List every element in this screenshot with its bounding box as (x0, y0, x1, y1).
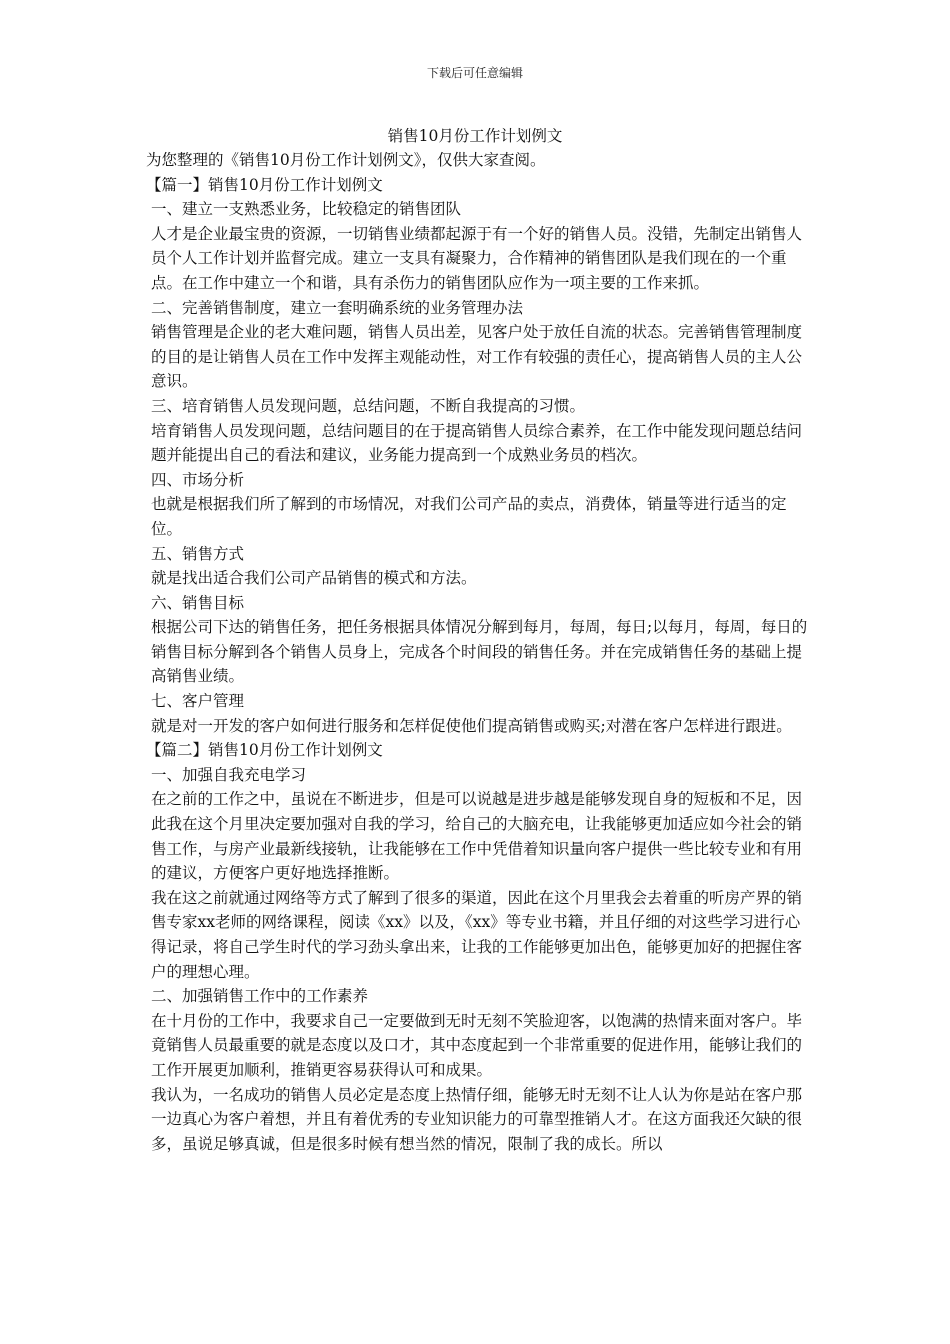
intro-paragraph: 为您整理的《销售10月份工作计划例文》，仅供大家查阅。 (146, 151, 546, 169)
paragraph: 在之前的工作之中，虽说在不断进步，但是可以说越是进步越是能够发现自身的短板和不足，因此我在这个月里决定要加强对自我的学习，给自己的大脑充电，让我能够更加适应如今社会的销售工作，与房产业最新线接轨，让我能够在工作中凭借着知识量向客户提供一些比较专业和有用的建议，方便客户更好地选择推断。 (151, 790, 803, 883)
subheading: 七、客户管理 (151, 692, 245, 711)
paragraph: 就是对一开发的客户如何进行服务和怎样促使他们提高销售或购买;对潜在客户怎样进行跟进。 (151, 716, 792, 735)
paragraph: 人才是企业最宝贵的资源，一切销售业绩都起源于有一个好的销售人员。没错，先制定出销售人员个人工作计划并监督完成。建立一支具有凝聚力，合作精神的销售团队是我们现在的一个重点。在工作中建立一个和谐，具有杀伤力的销售团队应作为一项主要的工作来抓。 (151, 224, 803, 292)
page-header-note: 下载后可任意编辑 (426, 66, 523, 80)
subheading: 五、销售方式 (151, 544, 245, 563)
paragraph: 根据公司下达的销售任务，把任务根据具体情况分解到每月，每周，每日;以每月，每周，每日的销售目标分解到各个销售人员身上，完成各个时间段的销售任务。并在完成销售任务的基础上提高销售业绩。 (151, 618, 808, 686)
paragraph: 在十月份的工作中，我要求自己一定要做到无时无刻不笑脸迎客，以饱满的热情来面对客户。毕竟销售人员最重要的就是态度以及口才，其中态度起到一个非常重要的促进作用，能够让我们的工作开展更加顺利，推销更容易获得认可和成果。 (151, 1011, 803, 1079)
paragraph: 也就是根据我们所了解到的市场情况，对我们公司产品的卖点，消费体，销量等进行适当的定位。 (151, 495, 787, 538)
subheading: 二、加强销售工作中的工作素养 (151, 987, 369, 1006)
paragraph: 就是找出适合我们公司产品销售的模式和方法。 (151, 569, 477, 588)
subheading: 二、完善销售制度，建立一套明确系统的业务管理办法 (151, 298, 524, 317)
document-title: 销售10月份工作计划例文 (387, 127, 563, 145)
section-heading-part-two: 【篇二】销售10月份工作计划例文 (146, 741, 383, 760)
paragraph: 我认为，一名成功的销售人员必定是态度上热情仔细，能够无时无刻不让人认为你是站在客户那一边真心为客户着想，并且有着优秀的专业知识能力的可靠型推销人才。在这方面我还欠缺的很多，虽说足够真诚，但是很多时候有想当然的情况，限制了我的成长。所以 (151, 1085, 803, 1153)
paragraph: 我在这之前就通过网络等方式了解到了很多的渠道，因此在这个月里我会去着重的听房产界的销售专家xx老师的网络课程，阅读《xx》以及，《xx》等专业书籍，并且仔细的对这些学习进行心得记录，将自己学生时代的学习劲头拿出来，让我的工作能够更加出色，能够更加好的把握住客户的理想心理。 (151, 888, 803, 981)
subheading: 一、建立一支熟悉业务，比较稳定的销售团队 (151, 200, 462, 219)
paragraph: 销售管理是企业的老大难问题，销售人员出差，见客户处于放任自流的状态。完善销售管理制度的目的是让销售人员在工作中发挥主观能动性，对工作有较强的责任心，提高销售人员的主人公意识。 (151, 323, 803, 391)
subheading: 三、培育销售人员发现问题，总结问题，不断自我提高的习惯。 (151, 396, 586, 415)
section-heading-part-one: 【篇一】销售10月份工作计划例文 (146, 175, 383, 194)
subheading: 一、加强自我充电学习 (151, 765, 307, 784)
paragraph: 培育销售人员发现问题，总结问题目的在于提高销售人员综合素养，在工作中能发现问题总结问题并能提出自己的看法和建议，业务能力提高到一个成熟业务员的档次。 (151, 421, 803, 465)
document-body (146, 148, 810, 1156)
subheading: 四、市场分析 (151, 470, 245, 489)
subheading: 六、销售目标 (151, 593, 245, 612)
